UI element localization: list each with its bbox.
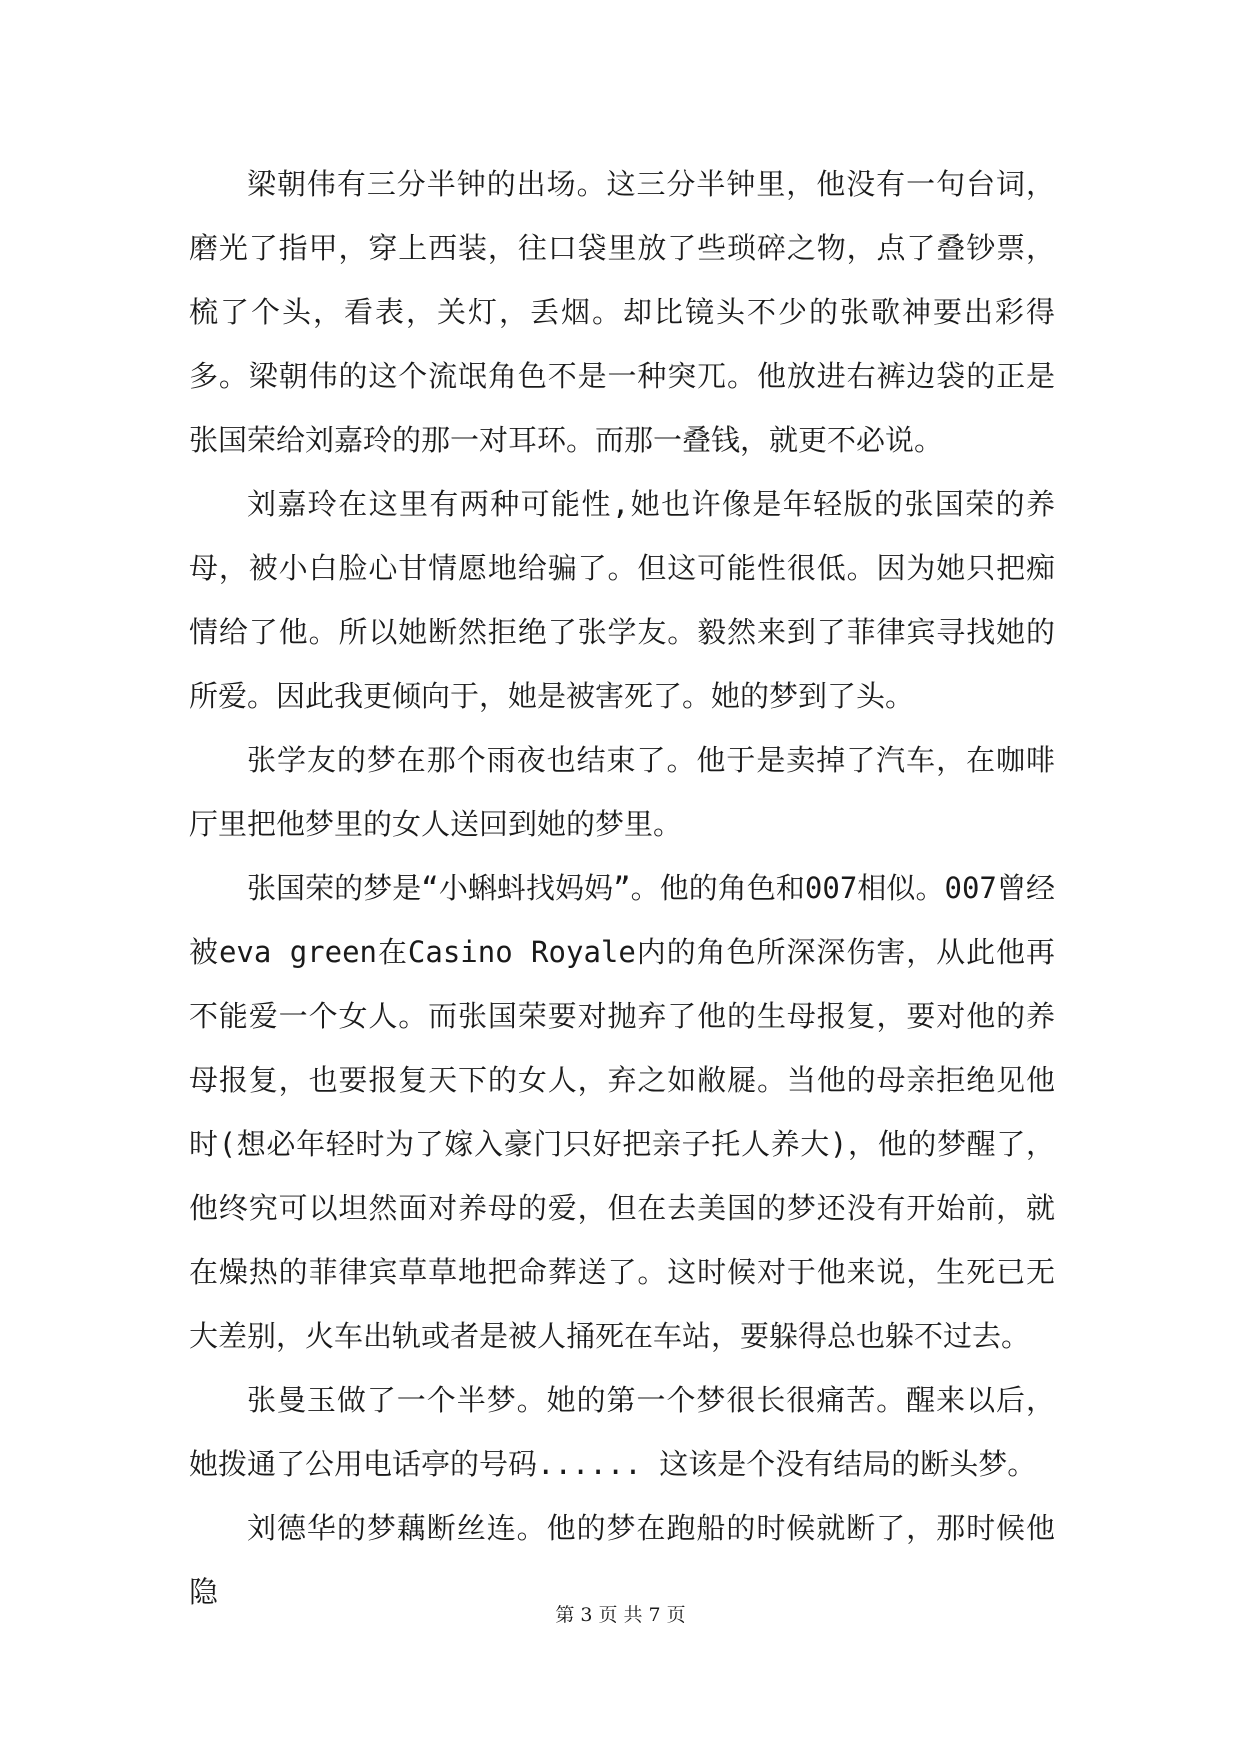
paragraph-6: 刘德华的梦藕断丝连。他的梦在跑船的时候就断了，那时候他隐: [189, 1511, 1055, 1609]
body-text: [189, 152, 1055, 1624]
paragraph-3: 张学友的梦在那个雨夜也结束了。他于是卖掉了汽车，在咖啡厅里把他梦里的女人送回到她的梦里。: [189, 743, 1055, 841]
paragraph-1: 梁朝伟有三分半钟的出场。这三分半钟里，他没有一句台词，磨光了指甲，穿上西装，往口袋里放了些琐碎之物，点了叠钞票，梳了个头，看表，关灯，丢烟。却比镜头不少的张歌神要出彩得多。梁朝伟的这个流氓角色不是一种突兀。他放进右裤边袋的正是张国荣给刘嘉玲的那一对耳环。而那一叠钱，就更不必说。: [189, 167, 1055, 457]
paragraph-4: 张国荣的梦是“小蝌蚪找妈妈”。他的角色和007相似。007曾经被eva green在Casino Royale内的角色所深深伤害，从此他再不能爱一个女人。而张国荣要对抛弃了他的生母报复，要对他的养母报复，也要报复天下的女人，弃之如敝屣。当他的母亲拒绝见他时(想必年轻时为了嫁入豪门只好把亲子托人养大)，他的梦醒了，他终究可以坦然面对养母的爱，但在去美国的梦还没有开始前，就在燥热的菲律宾草草地把命葬送了。这时候对于他来说，生死已无大差别，火车出轨或者是被人捅死在车站，要躲得总也躲不过去。: [189, 871, 1055, 1353]
paragraph-5: 张曼玉做了一个半梦。她的第一个梦很长很痛苦。醒来以后，她拨通了公用电话亭的号码...... 这该是个没有结局的断头梦。: [189, 1383, 1055, 1481]
paragraph-2: 刘嘉玲在这里有两种可能性,她也许像是年轻版的张国荣的养母，被小白脸心甘情愿地给骗了。但这可能性很低。因为她只把痴情给了他。所以她断然拒绝了张学友。毅然来到了菲律宾寻找她的所爱。因此我更倾向于，她是被害死了。她的梦到了头。: [189, 487, 1055, 713]
page-footer: 第 3 页 共 7 页: [555, 1604, 686, 1626]
